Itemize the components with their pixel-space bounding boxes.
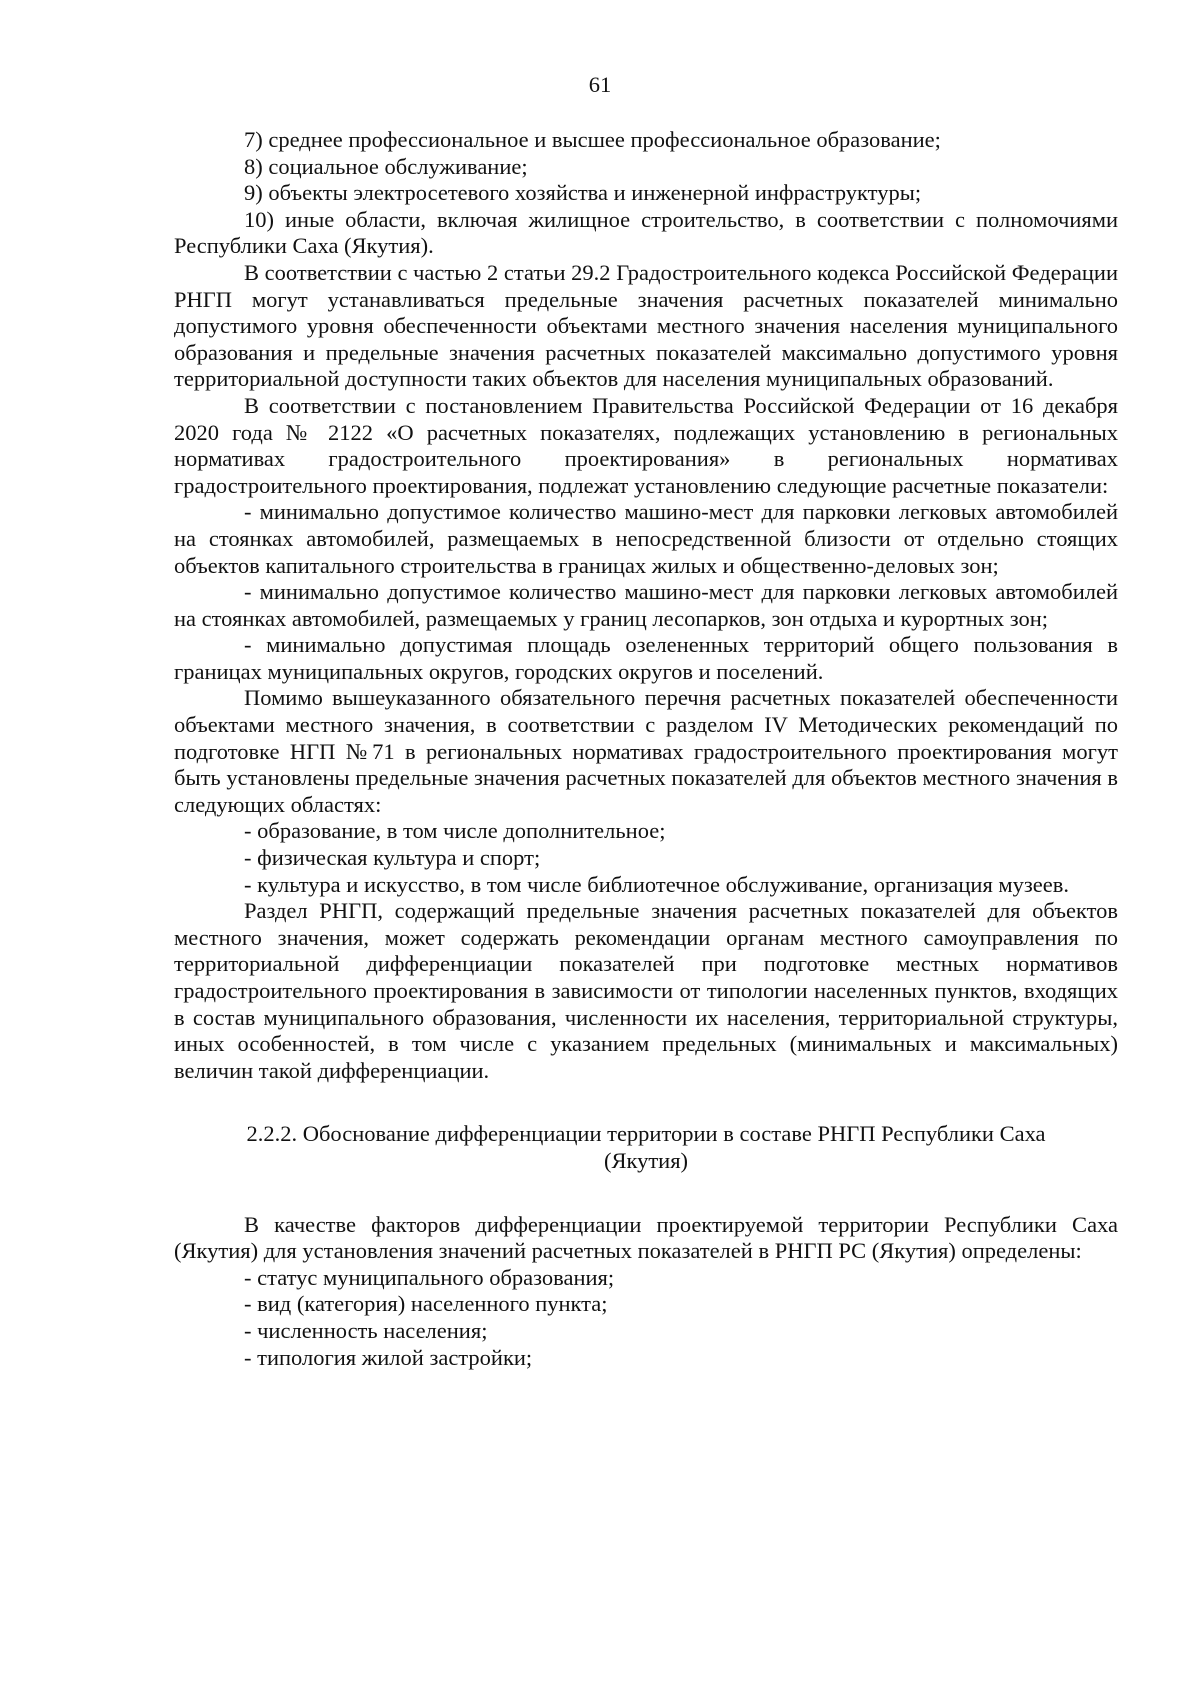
list-item: - типология жилой застройки; [244,1344,533,1370]
list-item: - образование, в том числе дополнительное; [244,818,666,844]
list-item: - вид (категория) населенного пункта; [244,1291,608,1317]
list-item: - культура и искусство, в том числе библиотечное обслуживание, организация музеев. [244,871,1070,897]
paragraph: 8) социальное обслуживание; [244,153,528,179]
section-heading: 2.2.2. Обоснование дифференциации территории в составе РНГП Республики Саха (Якутия) [246,1121,1046,1173]
paragraph: 9) объекты электросетевого хозяйства и инженерной инфраструктуры; [244,180,922,206]
document-body [174,127,1118,1371]
list-item: - статус муниципального образования; [244,1264,615,1290]
list-item: - минимально допустимая площадь озелененных территорий общего пользования в границах муниципальных округов, городских округов и поселений. [174,632,1118,684]
paragraph: В качестве факторов дифференциации проектируемой территории Республики Саха (Якутия) для установления значений расчетных показателей в РНГП РС (Якутия) определены: [174,1211,1118,1264]
list-item: - численность населения; [244,1317,488,1343]
list-item: - минимально допустимое количество машино-мест для парковки легковых автомобилей на стоянках автомобилей, размещаемых в непосредственной близости от отдельно стоящих объектов капитального строительства в границах жилых и общественно-деловых зон; [174,499,1118,578]
paragraph: В соответствии с постановлением Правительства Российской Федерации от 16 декабря 2020 года № 2122 «О расчетных показателях, подлежащих установлению в региональных нормативах градостроительного проектирования» в региональных нормативах градостроительного проектирования, подлежат установлению следующие расчетные показатели: [174,392,1118,498]
list-item: - минимально допустимое количество машино-мест для парковки легковых автомобилей на стоянках автомобилей, размещаемых у границ лесопарков, зон отдыха и курортных зон; [174,579,1118,631]
paragraph: В соответствии с частью 2 статьи 29.2 Градостроительного кодекса Российской Федерации РНГП могут устанавливаться предельные значения расчетных показателей минимально допустимого уровня обеспеченности объектами местного значения населения муниципального образования и предельные значения расчетных показателей максимально допустимого уровня территориальной доступности таких объектов для населения муниципальных образований. [174,259,1118,392]
page-number: 61 [588,72,612,97]
paragraph: 10) иные области, включая жилищное строительство, в соответствии с полномочиями Республики Саха (Якутия). [174,206,1118,259]
paragraph: Помимо вышеуказанного обязательного перечня расчетных показателей обеспеченности объектами местного значения, в соответствии с разделом IV Методических рекомендаций по подготовке НГП №71 в региональных нормативах градостроительного проектирования могут быть установлены предельные значения расчетных показателей для объектов местного значения в следующих областях: [174,685,1118,817]
list-item: - физическая культура и спорт; [244,845,541,871]
paragraph: 7) среднее профессиональное и высшее профессиональное образование; [244,127,941,152]
paragraph: Раздел РНГП, содержащий предельные значения расчетных показателей для объектов местного значения, может содержать рекомендации органам местного самоуправления по территориальной дифференциации показателей при подготовке местных нормативов градостроительного проектирования в зависимости от типологии населенных пунктов, входящих в состав муниципального образования, численности их населения, территориальной структуры, иных особенностей, в том числе с указанием предельных (минимальных и максимальных) величин такой дифференциации. [174,898,1118,1083]
